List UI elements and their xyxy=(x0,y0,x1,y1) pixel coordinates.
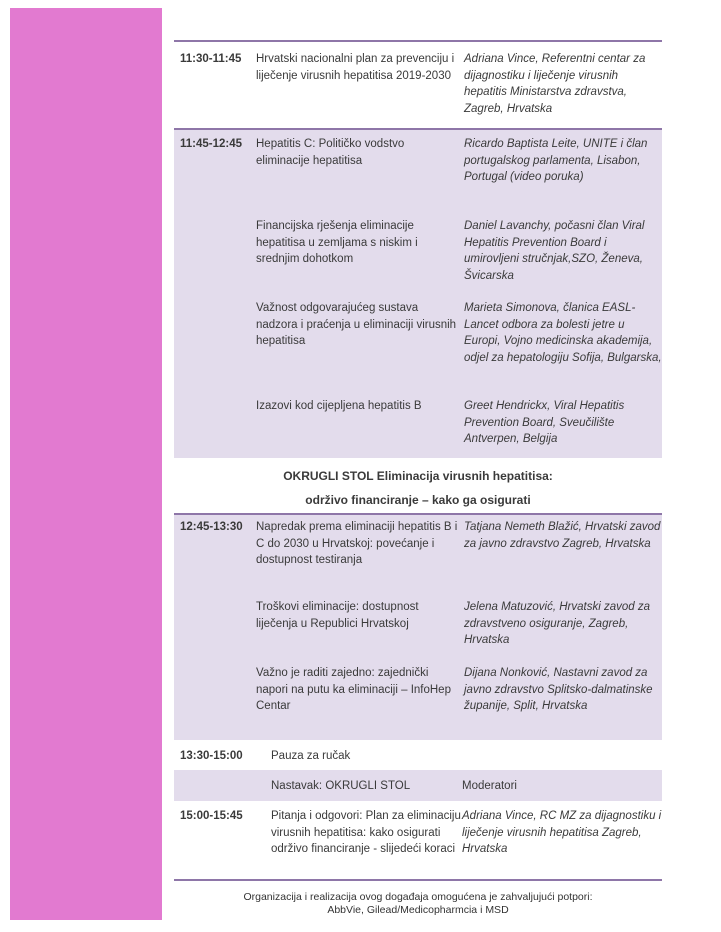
decorative-sidebar xyxy=(10,8,162,920)
session-time: 11:30-11:45 xyxy=(180,53,242,65)
session-topic: Važno je raditi zajedno: zajednički napori na putu ka eliminaciji – InfoHep Centar xyxy=(256,667,451,712)
agenda-row xyxy=(174,218,662,300)
agenda-row xyxy=(174,748,662,765)
session-speaker: Moderatori xyxy=(462,780,517,792)
session-topic: Troškovi eliminacije: dostupnost liječenja u Republici Hrvatskoj xyxy=(256,601,419,630)
session-speaker: Tatjana Nemeth Blažić, Hrvatski zavod za javno zdravstvo Zagreb, Hrvatska xyxy=(464,521,661,550)
agenda-row xyxy=(174,136,662,218)
session-speaker: Jelena Matuzović, Hrvatski zavod za zdravstveno osiguranje, Zagreb, Hrvatska xyxy=(464,601,650,646)
agenda-row xyxy=(174,519,662,599)
agenda-row xyxy=(174,778,662,795)
session-1500 xyxy=(174,801,662,879)
round-table-subtitle: održivo financiranje – kako ga osigurati xyxy=(305,493,531,507)
session-lunch xyxy=(174,740,662,770)
round-table-title: OKRUGLI STOL Eliminacija virusnih hepatitisa: xyxy=(283,469,553,483)
footer xyxy=(174,891,662,917)
session-topic: Izazovi kod cijepljena hepatitis B xyxy=(256,400,422,412)
session-topic: Pitanja i odgovori: Plan za eliminaciju virusnih hepatitisa: kako osigurati održivo financiranje - slijedeći koraci xyxy=(271,810,461,855)
agenda-row xyxy=(174,808,662,858)
agenda-table xyxy=(174,40,662,881)
session-speaker: Adriana Vince, Referentni centar za dijagnostiku i liječenje virusnih hepatitis Ministarstva zdravstva, Zagreb, Hrvatska xyxy=(464,53,646,115)
session-1130 xyxy=(174,42,662,128)
round-table-heading xyxy=(174,458,662,513)
session-time: 12:45-13:30 xyxy=(180,521,243,533)
session-speaker: Greet Hendrickx, Viral Hepatitis Prevention Board, Sveučilište Antverpen, Belgija xyxy=(464,400,625,445)
session-time: 15:00-15:45 xyxy=(180,810,243,822)
agenda-row xyxy=(174,665,662,715)
session-topic: Pauza za ručak xyxy=(271,750,351,762)
footer-line-2: AbbVie, Gilead/Medicopharmcia i MSD xyxy=(327,904,509,916)
session-time: 11:45-12:45 xyxy=(180,138,243,150)
session-continuation xyxy=(174,770,662,801)
agenda-row xyxy=(174,398,662,448)
session-time: 13:30-15:00 xyxy=(180,750,243,762)
session-topic: Financijska rješenja eliminacije hepatitisa u zemljama s niskim i srednjim dohotkom xyxy=(256,220,418,265)
session-topic: Hrvatski nacionalni plan za prevenciju i liječenje virusnih hepatitisa 2019-2030 xyxy=(256,53,455,82)
session-topic: Hepatitis C: Političko vodstvo eliminacije hepatitisa xyxy=(256,138,405,167)
session-topic: Važnost odgovarajućeg sustava nadzora i praćenja u eliminaciji virusnih hepatitisa xyxy=(256,302,457,347)
agenda-row xyxy=(174,51,662,117)
session-topic: Napredak prema eliminaciji hepatitis B i C do 2030 u Hrvatskoj: povećanje i dostupnost testiranja xyxy=(256,521,458,566)
session-1245 xyxy=(174,515,662,740)
agenda-row xyxy=(174,300,662,398)
session-speaker: Adriana Vince, RC MZ za dijagnostiku i liječenje virusnih hepatitisa Zagreb, Hrvatska xyxy=(462,810,662,855)
agenda-row xyxy=(174,599,662,665)
session-topic: Nastavak: OKRUGLI STOL xyxy=(271,780,411,792)
divider xyxy=(174,879,662,881)
session-speaker: Dijana Nonković, Nastavni zavod za javno zdravstvo Splitsko-dalmatinske županije, Split, Hrvatska xyxy=(464,667,653,712)
session-speaker: Ricardo Baptista Leite, UNITE i član portugalskog parlamenta, Lisabon, Portugal (video poruka) xyxy=(464,138,648,183)
footer-line-1: Organizacija i realizacija ovog događaja omogućena je zahvaljujući potpori: xyxy=(243,891,593,903)
session-speaker: Marieta Simonova, članica EASL-Lancet odbora za bolesti jetre u Europi, Vojno medicinska akademija, odjel za hepatologiju Sofija, Bulgarska, xyxy=(464,302,662,364)
session-speaker: Daniel Lavanchy, počasni član Viral Hepatitis Prevention Board i umirovljeni stručnjak,SZO, Ženeva, Švicarska xyxy=(464,220,645,282)
session-1145 xyxy=(174,130,662,458)
